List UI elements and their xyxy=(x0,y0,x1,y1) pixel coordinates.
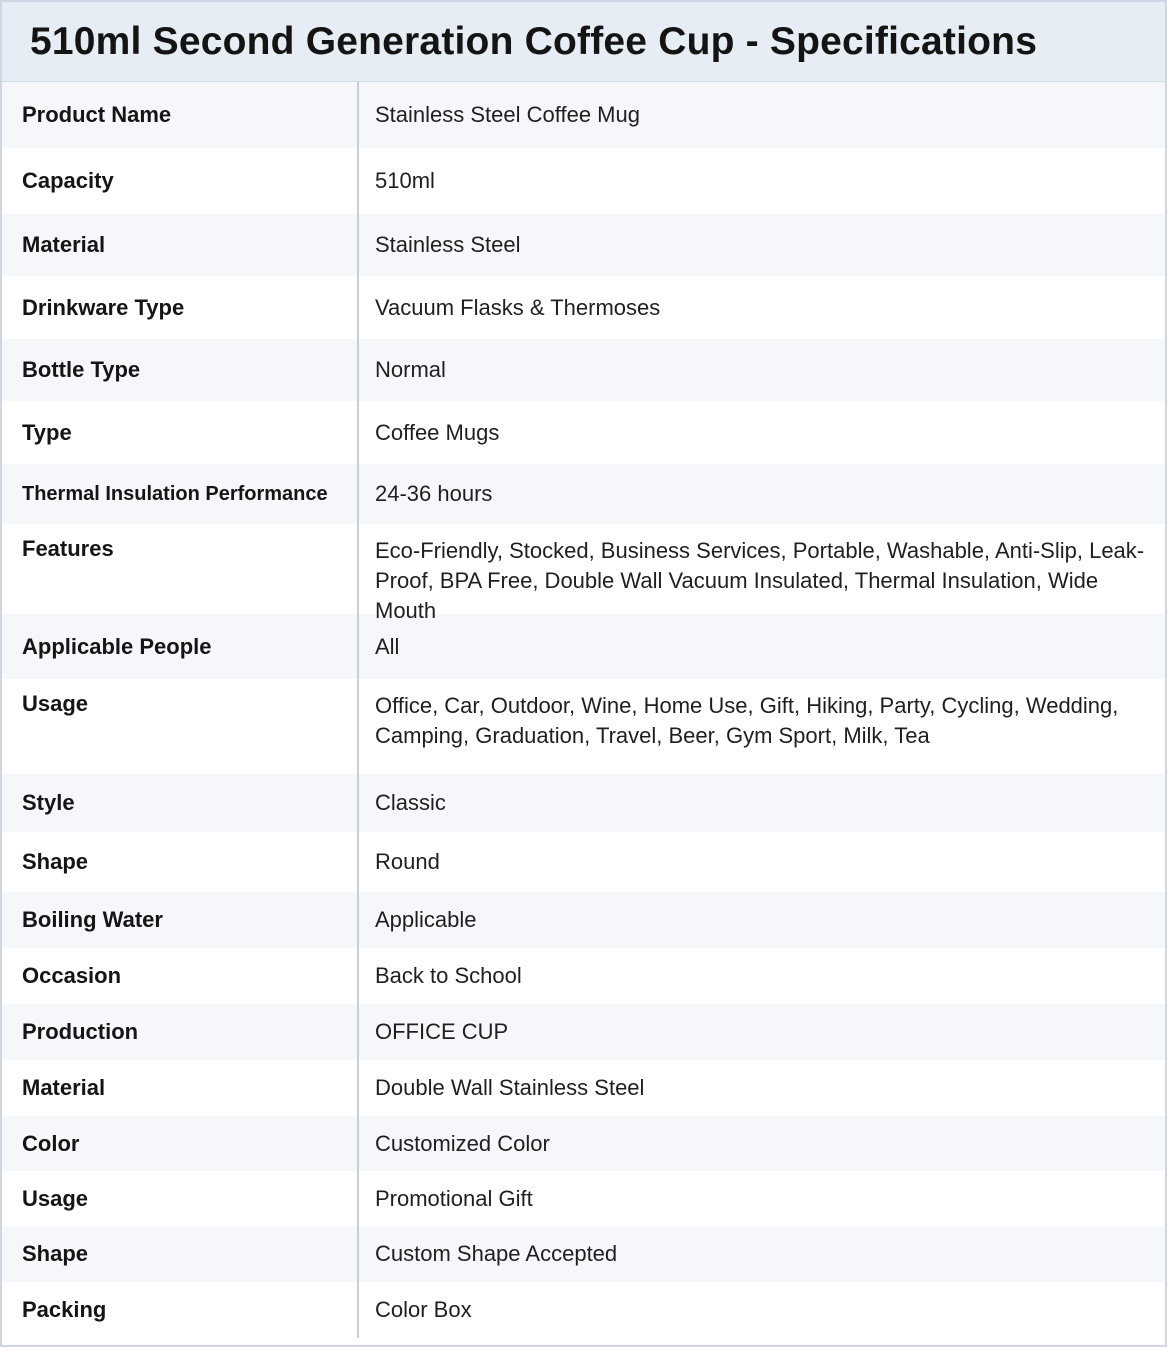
spec-label: Occasion xyxy=(22,963,122,988)
spec-row-material-2 xyxy=(2,1060,1165,1116)
spec-label: Usage xyxy=(22,691,89,716)
spec-label: Boiling Water xyxy=(22,907,163,932)
spec-value: Vacuum Flasks & Thermoses xyxy=(375,294,661,320)
column-divider xyxy=(357,82,359,1338)
spec-value: Back to School xyxy=(375,963,522,988)
spec-row-features xyxy=(2,524,1165,623)
spec-value: Normal xyxy=(375,357,446,382)
spec-value: Applicable xyxy=(375,907,477,932)
spec-row-color xyxy=(2,1116,1165,1171)
spec-label: Applicable People xyxy=(22,633,212,659)
spec-label: Packing xyxy=(22,1297,107,1322)
spec-value: 510ml xyxy=(375,168,435,193)
spec-value: Classic xyxy=(375,790,446,815)
spec-label: Production xyxy=(22,1019,139,1044)
spec-label: Thermal Insulation Performance xyxy=(22,482,328,505)
spec-value: All xyxy=(375,633,400,659)
spec-label: Drinkware Type xyxy=(22,294,185,320)
spec-label: Product Name xyxy=(22,102,172,127)
spec-row-bottle-type xyxy=(2,339,1165,401)
spec-label: Features xyxy=(22,536,114,561)
page-title: 510ml Second Generation Coffee Cup - Specifications xyxy=(30,19,1038,63)
spec-label: Capacity xyxy=(22,168,114,193)
spec-value: 24-36 hours xyxy=(375,481,493,506)
spec-label: Bottle Type xyxy=(22,357,141,382)
spec-label: Type xyxy=(22,419,72,445)
spec-value: Coffee Mugs xyxy=(375,419,500,445)
spec-value: Eco-Friendly, Stocked, Business Services, Portable, Washable, Anti-Slip, Leak-Proof, BPA Free, Double Wall Vacuum Insulated, Thermal Insulation, Wide Mouth xyxy=(375,538,1145,623)
spec-row-usage xyxy=(2,679,1165,774)
spec-row-usage-2 xyxy=(2,1171,1165,1226)
spec-value: Color Box xyxy=(375,1297,472,1322)
spec-label: Shape xyxy=(22,849,89,874)
spec-table xyxy=(2,82,1165,1338)
spec-value: Customized Color xyxy=(375,1130,550,1156)
spec-value: Custom Shape Accepted xyxy=(375,1241,618,1266)
spec-value: Stainless Steel Coffee Mug xyxy=(375,102,640,127)
spec-value: Stainless Steel xyxy=(375,232,521,257)
spec-row-shape-2 xyxy=(2,1226,1165,1282)
spec-row-product-name xyxy=(2,82,1165,148)
spec-row-material xyxy=(2,214,1165,276)
spec-label: Usage xyxy=(22,1185,89,1211)
spec-value: Promotional Gift xyxy=(375,1185,533,1211)
spec-label: Material xyxy=(22,1075,106,1100)
spec-value: Round xyxy=(375,849,440,874)
spec-row-thermal-insulation xyxy=(2,464,1165,524)
title-bar xyxy=(2,2,1165,82)
spec-label: Shape xyxy=(22,1241,89,1266)
spec-label: Material xyxy=(22,232,106,257)
spec-row-shape xyxy=(2,832,1165,892)
spec-label: Color xyxy=(22,1130,80,1156)
spec-row-style xyxy=(2,774,1165,832)
spec-value: Office, Car, Outdoor, Wine, Home Use, Gift, Hiking, Party, Cycling, Wedding, Camping, Graduation, Travel, Beer, Gym Sport, Milk, Tea xyxy=(375,693,1119,748)
spec-row-type xyxy=(2,401,1165,464)
spec-label: Style xyxy=(22,790,75,815)
spec-row-production xyxy=(2,1004,1165,1060)
spec-value: OFFICE CUP xyxy=(375,1019,509,1044)
spec-row-occasion xyxy=(2,948,1165,1004)
spec-row-capacity xyxy=(2,148,1165,214)
spec-value: Double Wall Stainless Steel xyxy=(375,1075,645,1100)
spec-row-packing xyxy=(2,1282,1165,1338)
spec-row-drinkware-type xyxy=(2,276,1165,339)
spec-row-boiling-water xyxy=(2,892,1165,948)
